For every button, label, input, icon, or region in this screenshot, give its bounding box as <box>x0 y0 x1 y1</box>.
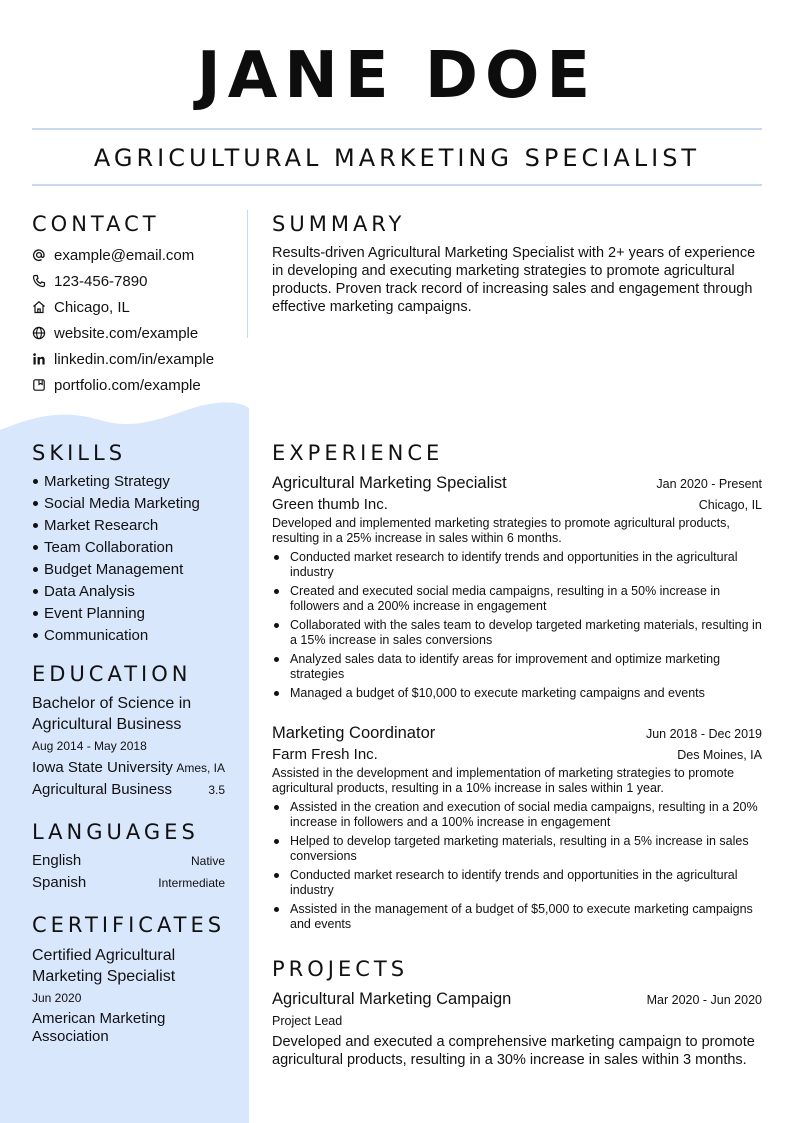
skill-item: Data Analysis <box>32 581 242 603</box>
experience-entry <box>272 474 762 705</box>
skill-item: Market Research <box>32 515 242 537</box>
project-dates: Mar 2020 - Jun 2020 <box>646 993 762 1007</box>
globe-icon <box>32 326 46 340</box>
experience-heading: EXPERIENCE <box>272 441 444 465</box>
project-description: Developed and executed a comprehensive marketing campaign to promote agricultural products, resulting in a 30% increase in sales within 3 months. <box>272 1034 755 1068</box>
job-title: Agricultural Marketing Specialist <box>272 474 507 492</box>
skill-item: Communication <box>32 625 242 647</box>
project-entry <box>272 990 762 1069</box>
projects-heading: PROJECTS <box>272 957 409 981</box>
job-bullet: Conducted market research to identify trends and opportunities in the agricultural industry <box>272 868 762 898</box>
contact-location-text: Chicago, IL <box>54 298 130 316</box>
job-bullets <box>272 550 762 701</box>
home-icon <box>32 300 46 314</box>
job-bullet: Helped to develop targeted marketing materials, resulting in a 5% increase in sales conversions <box>272 834 762 864</box>
contact-portfolio[interactable] <box>32 372 246 398</box>
header-divider-bottom <box>32 184 762 186</box>
contact-portfolio-text: portfolio.com/example <box>54 376 201 394</box>
linkedin-icon <box>32 352 46 366</box>
job-description: Assisted in the development and implementation of marketing strategies to promote agricultural products, resulting in a 10% increase in sales within 1 year. <box>272 766 735 795</box>
certificate-name: Certified Agricultural Marketing Specialist <box>32 947 176 985</box>
contact-email-text: example@email.com <box>54 246 195 264</box>
contact-email[interactable] <box>32 242 246 268</box>
job-location: Chicago, IL <box>698 498 762 512</box>
job-bullet: Collaborated with the sales team to develop targeted marketing materials, resulting in a 15% increase in sales conversions <box>272 618 762 648</box>
job-bullet: Conducted market research to identify trends and opportunities in the agricultural industry <box>272 550 762 580</box>
languages-heading: LANGUAGES <box>32 820 199 844</box>
certificates-heading: CERTIFICATES <box>32 913 226 937</box>
phone-icon <box>32 274 46 288</box>
language-name: Spanish <box>32 874 87 891</box>
education-location: Ames, IA <box>176 761 225 775</box>
contact-phone-text: 123-456-7890 <box>54 272 148 290</box>
language-row <box>32 852 225 869</box>
skill-item: Team Collaboration <box>32 537 242 559</box>
education-school-row <box>32 759 225 776</box>
language-level: Native <box>190 854 225 868</box>
experience-entry <box>272 724 762 936</box>
job-company: Green thumb Inc. <box>272 496 388 513</box>
project-role: Project Lead <box>272 1014 343 1028</box>
job-bullet: Assisted in the management of a budget of $5,000 to execute marketing campaigns and events <box>272 902 762 932</box>
job-company: Farm Fresh Inc. <box>272 746 378 763</box>
contact-website[interactable] <box>32 320 246 346</box>
education-field-row <box>32 781 225 798</box>
job-location: Des Moines, IA <box>677 748 762 762</box>
education-school: Iowa State University <box>32 759 173 776</box>
job-description: Developed and implemented marketing strategies to promote agricultural products, resulting in a 25% increase in sales within 6 months. <box>272 516 730 545</box>
contact-website-text: website.com/example <box>54 324 199 342</box>
portfolio-icon <box>32 378 46 392</box>
skill-item: Event Planning <box>32 603 242 625</box>
education-heading: EDUCATION <box>32 662 192 686</box>
column-divider <box>247 210 248 338</box>
header-divider-top <box>32 128 762 130</box>
resume-name: JANE DOE <box>196 39 598 113</box>
skills-heading: SKILLS <box>32 441 127 465</box>
education-degree: Bachelor of Science in Agricultural Business <box>32 695 192 733</box>
job-bullets <box>272 800 762 932</box>
contact-heading: CONTACT <box>32 212 160 236</box>
contact-phone[interactable] <box>32 268 246 294</box>
contact-location <box>32 294 246 320</box>
contact-list <box>32 242 246 398</box>
project-title: Agricultural Marketing Campaign <box>272 990 512 1008</box>
certificate-date: Jun 2020 <box>32 991 82 1005</box>
job-dates: Jun 2018 - Dec 2019 <box>645 727 762 741</box>
contact-linkedin[interactable] <box>32 346 246 372</box>
job-title: Marketing Coordinator <box>272 724 436 742</box>
skills-list <box>32 471 242 647</box>
resume-job-title: AGRICULTURAL MARKETING SPECIALIST <box>93 144 701 172</box>
skill-item: Budget Management <box>32 559 242 581</box>
language-level: Intermediate <box>158 876 225 890</box>
education-dates: Aug 2014 - May 2018 <box>32 739 147 753</box>
skill-item: Marketing Strategy <box>32 471 242 493</box>
education-gpa: 3.5 <box>208 783 225 797</box>
job-dates: Jan 2020 - Present <box>656 477 762 491</box>
language-name: English <box>32 852 82 869</box>
job-bullet: Assisted in the creation and execution of social media campaigns, resulting in a 20% increase in followers and a 100% increase in engagement <box>272 800 762 830</box>
summary-heading: SUMMARY <box>272 212 406 236</box>
education-field: Agricultural Business <box>32 781 173 798</box>
job-bullet: Managed a budget of $10,000 to execute marketing campaigns and events <box>272 686 762 701</box>
summary-text: Results-driven Agricultural Marketing Specialist with 2+ years of experience in developing and executing marketing strategies to promote agricultural products. Proven track record of increasing sales and engagement through effective marketing campaigns. <box>272 245 756 315</box>
language-row <box>32 874 225 891</box>
contact-linkedin-text: linkedin.com/in/example <box>54 350 215 368</box>
job-bullet: Analyzed sales data to identify areas for improvement and optimize marketing strategies <box>272 652 762 682</box>
at-icon <box>32 248 46 262</box>
certificate-issuer: American Marketing Association <box>32 1010 166 1045</box>
skill-item: Social Media Marketing <box>32 493 242 515</box>
job-bullet: Created and executed social media campaigns, resulting in a 50% increase in followers and a 200% increase in engagement <box>272 584 762 614</box>
